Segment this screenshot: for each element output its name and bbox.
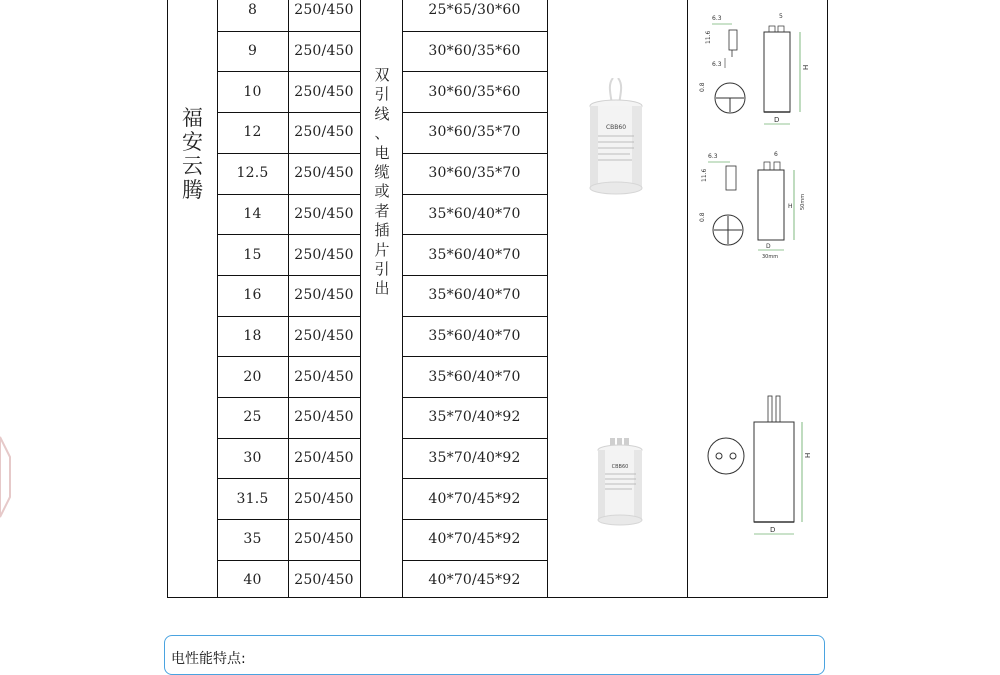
dimension-label: 5 [779, 13, 783, 20]
voltage-cell: 250/450 [294, 287, 354, 304]
lead-type-label: 双 引 线 、 电 缆 或 者 插 片 引 出 [374, 66, 390, 298]
capacitance-cell: 15 [243, 246, 262, 263]
dimension-label: 50mm [800, 193, 806, 210]
size-cell: 35*70/40*92 [428, 409, 521, 426]
size-cell: 40*70/45*92 [428, 490, 521, 507]
dimension-label: D [774, 116, 780, 124]
capacitance-cell: 18 [243, 327, 262, 344]
dimension-label: 6.3 [712, 15, 722, 22]
dimension-label: 11.6 [705, 30, 712, 44]
capacitor-photo-tab-terminals [594, 438, 646, 530]
dimension-drawing-tab-type [692, 150, 827, 270]
voltage-cell: 250/450 [294, 409, 354, 426]
size-cell: 30*60/35*60 [428, 43, 521, 60]
capacitance-cell: 12 [243, 124, 262, 141]
capacitance-cell: 31.5 [236, 490, 269, 507]
dimension-drawing-plug-type [692, 394, 827, 544]
voltage-cell: 250/450 [294, 246, 354, 263]
dimension-label: 6.3 [708, 153, 718, 160]
dimension-label: 0.8 [699, 212, 706, 222]
capacitor-label-text: CBB60 [611, 464, 629, 470]
capacitance-cell: 10 [243, 83, 262, 100]
column-divider [547, 0, 548, 597]
dimension-label: H [804, 452, 812, 458]
dimension-drawing-wire-type [692, 12, 827, 142]
voltage-cell: 250/450 [294, 572, 354, 589]
dimension-label: 11.6 [701, 168, 708, 182]
capacitance-cell: 16 [243, 287, 262, 304]
voltage-cell: 250/450 [294, 327, 354, 344]
dimension-label: 6.3 [712, 61, 722, 68]
size-cell: 35*60/40*70 [428, 327, 521, 344]
voltage-cell: 250/450 [294, 490, 354, 507]
capacitor-spec-table [167, 0, 828, 598]
size-cell: 35*60/40*70 [428, 205, 521, 222]
section-title: 电性能特点: [171, 651, 246, 667]
size-cell: 25*65/30*60 [428, 2, 521, 19]
dimension-label: D [766, 243, 771, 250]
capacitance-cell: 14 [243, 205, 262, 222]
capacitance-cell: 25 [243, 409, 262, 426]
dimension-label: D [770, 526, 776, 534]
capacitance-cell: 12.5 [236, 165, 269, 182]
voltage-cell: 250/450 [294, 531, 354, 548]
voltage-cell: 250/450 [294, 165, 354, 182]
size-cell: 30*60/35*70 [428, 165, 521, 182]
voltage-cell: 250/450 [294, 450, 354, 467]
dimension-label: H [788, 203, 793, 210]
voltage-cell: 250/450 [294, 124, 354, 141]
column-divider [687, 0, 688, 597]
size-cell: 35*60/40*70 [428, 368, 521, 385]
voltage-cell: 250/450 [294, 205, 354, 222]
dimension-label: H [802, 64, 810, 70]
dimension-label: 30mm [762, 254, 779, 260]
decorative-hexagon-fragment [0, 432, 14, 522]
capacitance-cell: 20 [243, 368, 262, 385]
capacitance-cell: 40 [243, 572, 262, 589]
size-cell: 35*70/40*92 [428, 450, 521, 467]
size-cell: 40*70/45*92 [428, 572, 521, 589]
size-cell: 30*60/35*70 [428, 124, 521, 141]
voltage-cell: 250/450 [294, 368, 354, 385]
voltage-cell: 250/450 [294, 43, 354, 60]
brand-label: 福 安 云 腾 [182, 106, 203, 202]
voltage-cell: 250/450 [294, 83, 354, 100]
size-cell: 40*70/45*92 [428, 531, 521, 548]
size-cell: 35*60/40*70 [428, 246, 521, 263]
capacitance-cell: 8 [247, 2, 258, 19]
capacitance-cell: 30 [243, 450, 262, 467]
electrical-characteristics-box [164, 635, 825, 675]
capacitor-label-text: CBB60 [605, 124, 627, 131]
capacitor-photo-wire-leads [586, 78, 648, 206]
dimension-label: 6 [774, 151, 778, 158]
capacitance-cell: 35 [243, 531, 262, 548]
size-cell: 30*60/35*60 [428, 83, 521, 100]
dimension-label: 0.8 [699, 82, 706, 92]
capacitance-cell: 9 [247, 43, 258, 60]
voltage-cell: 250/450 [294, 2, 354, 19]
size-cell: 35*60/40*70 [428, 287, 521, 304]
